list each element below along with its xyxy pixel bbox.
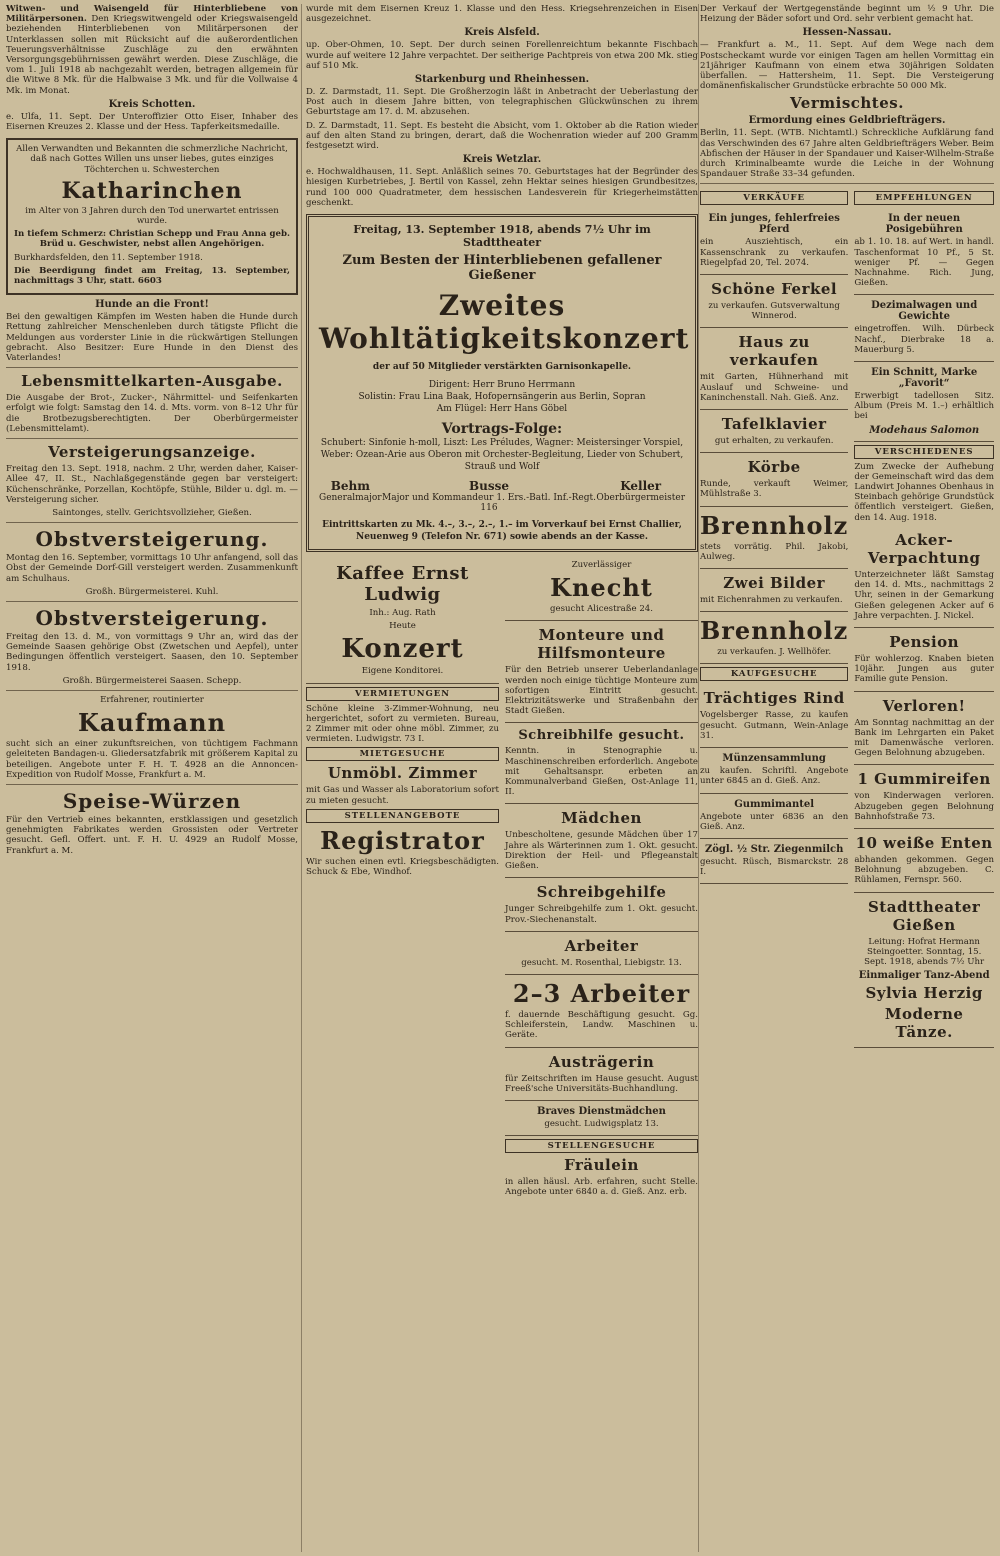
wood-head: Brennholz [700, 510, 849, 540]
lease-text: Unterzeichneter läßt Samstag den 14. d. Mts., nachmittags 2 Uhr, seinen in der Gemarkung Gießen gelegenen Acker auf 6 Jahre verpachten. J. Nickel. [854, 569, 994, 621]
ducks-ad [854, 829, 994, 893]
label-empfehlungen: EMPFEHLUNGEN [854, 191, 994, 205]
death-intro: Allen Verwandten und Bekannten die schmerzliche Nachricht, daß nach Gottes Willen uns unser liebes, gutes einziges Töchterchen u. Schwesterchen [16, 144, 288, 175]
divider [700, 183, 994, 184]
label-mietgesuche: MIETGESUCHE [306, 747, 499, 761]
wood2-text: zu verkaufen. J. Wellhöfer. [717, 647, 832, 658]
heading-auction: Versteigerungsanzeige. [48, 443, 256, 462]
knecht-small: Zuverlässiger [571, 560, 632, 571]
cafe-concert: Konzert [341, 634, 464, 665]
piglets-text: zu verkaufen. Gutsverwaltung Winnerod. [708, 301, 840, 322]
goat-text: gesucht. Rüsch, Bismarckstr. 28 I. [700, 856, 849, 878]
pictures-head: Zwei Bilder [723, 574, 826, 593]
pattern-firm: Modehaus Salomon [869, 424, 980, 436]
pension-ad [854, 628, 994, 692]
right-ads-right [854, 188, 994, 1048]
cow-head: Trächtiges Rind [703, 689, 845, 708]
theater-text: Leitung: Hofrat Hermann Steingoetter. Sonntag, 15. Sept. 1918, abends 7½ Uhr [864, 936, 985, 967]
divider [6, 367, 298, 368]
pattern-text: Erwerbigt tadellosen Sitz. Album (Preis M. 1.–) erhältlich bei [854, 391, 994, 422]
death-age: im Alter von 3 Jahren durch den Tod unerwartet entrissen wurde. [25, 205, 279, 227]
scribe2-text: Junger Schreibgehilfe zum 1. Okt. gesucht. Prov.-Siechenanstalt. [505, 904, 698, 925]
piglets-head: Schöne Ferkel [711, 280, 838, 299]
baskets-text: Runde, verkauft Weimer, Mühlstraße 3. [700, 479, 849, 500]
mid-ads-grid [306, 558, 698, 1200]
horse-text: ein Ausziehtisch, ein Kassenschrank zu verkaufen. Riegelpfad 20, Tel. 2074. [700, 237, 849, 268]
fraeulein-head: Fräulein [564, 1156, 639, 1175]
cafe-name: Kaffee Ernst Ludwig [336, 563, 469, 606]
maid-ad [505, 804, 698, 878]
right-ads-left [700, 188, 848, 1048]
article-misc: Berlin, 11. Sept. (WTB. Nichtamtl.) Schreckliche Aufklärung fand das Verschwinden des 67 Jahre alten Geldbriefträgers Weber. Beim Abfischen der Häuser in der Spandauer und Kaiser-Wilhelm-Straße durch Kriminalbeamte wurde die Leiche in der Wohnung Spandauer Straße 33–34 gefunden. [700, 128, 994, 180]
article-fruit1: Montag den 16. September, vormittags 10 Uhr anfangend, soll das Obst der Gemeinde Dorf-Gill versteigert werden. Zusammenkunft am Schulhaus. [6, 553, 298, 584]
room-head: Unmöbl. Zimmer [327, 764, 478, 783]
baskets-head: Körbe [747, 458, 801, 477]
coins-head: Münzensammlung [722, 753, 826, 765]
house-ad [700, 328, 848, 410]
heading-schotten: Kreis Schotten. [108, 98, 196, 110]
death-place: Burkhardsfelden, den 11. September 1918. [14, 252, 203, 263]
death-burial: Die Beerdigung findet am Freitag, 13. September, nachmittags 3 Uhr, statt. 6603 [14, 265, 290, 287]
article-wetzlar: e. Hochwaldhausen, 11. Sept. Anläßlich seines 70. Geburtstages hat der Begründer des hiesigen Kurbetriebes, J. Bertil von Kassel, zehn Hektar seines hiesigen Grundbesitzes, rund 100 000 Quadratmeter, dem hessischen Landesverein für Kriegerheimstätten geschenkt. [306, 167, 698, 208]
column-rule [301, 4, 302, 1552]
article-top-a: wurde mit dem Eisernen Kreuz 1. Klasse und den Hess. Kriegsehrenzeichen in Eisen ausgezeichnet. [306, 4, 698, 25]
servant-text: gesucht. Ludwigsplatz 13. [544, 1118, 659, 1129]
mechanic-head: Monteure und Hilfsmonteure [537, 626, 666, 663]
workers-text: f. dauernde Beschäftigung gesucht. Gg. Schleiferstein, Landw. Maschinen u. Geräte. [505, 1009, 698, 1041]
scale-head: Dezimalwagen und Gewichte [871, 300, 978, 323]
dance-sub: Moderne Tänze. [884, 1005, 964, 1042]
mechanic-ad [505, 621, 698, 723]
mid-ads-left [306, 558, 499, 1200]
lease-head: Acker-Verpachtung [867, 530, 981, 567]
heading-alsfeld: Kreis Alsfeld. [464, 27, 540, 39]
piano-text: gut erhalten, zu verkaufen. [714, 436, 834, 447]
article-auction: Freitag den 13. Sept. 1918, nachm. 2 Uhr, werden daher, Kaiser-Allee 47, II. St., Nachlaßgegenstände gegen bar versteigert: Küchenschränke, Porzellan, Kochtöpfe, Stühle, Bilder u. dgl. m. — Versteigerung sicher. [6, 464, 298, 505]
cafe-today: Heute [389, 621, 416, 632]
servant-ad [505, 1101, 698, 1136]
merchant-small: Erfahrener, routinierter [100, 694, 204, 705]
lost-head: Verloren! [882, 696, 966, 715]
label-stellenangebote: STELLENANGEBOTE [306, 809, 499, 823]
theater-ad [854, 893, 994, 1049]
room-text: mit Gas und Wasser als Laboratorium sofort zu mieten gesucht. [306, 785, 499, 806]
pattern-head: Ein Schnitt, Marke „Favorit“ [871, 367, 978, 390]
rubber-text: Angebote unter 6836 an den Gieß. Anz. [700, 811, 849, 832]
label-verkaeufe: VERKÄUFE [700, 191, 848, 205]
divider [6, 601, 298, 602]
registrator-text: Wir suchen einen evtl. Kriegsbeschädigten. Schuck & Ebe, Windhof. [306, 856, 499, 878]
concert-title: Zweites Wohltätigkeitskonzert [319, 289, 690, 356]
death-notice [6, 138, 298, 295]
delivery-text: für Zeitschriften im Hause gesucht. August Freeß'sche Universitäts-Buchhandlung. [505, 1073, 698, 1094]
tires-text: von Kinderwagen verloren. Abzugeben gegen Belohnung Bahnhofstraße 73. [854, 791, 994, 822]
heading-fruit2: Obstversteigerung. [35, 605, 269, 630]
fruit1-sign: Großh. Bürgermeisterei. Kuhl. [85, 586, 219, 597]
concert-ad [306, 214, 698, 552]
pension-text: Für wohlerzog. Knaben bieten 10jähr. Jungen aus guter Familie gute Pension. [854, 653, 994, 685]
heading-hessen: Hessen-Nassau. [802, 27, 892, 39]
stamp-text: ab 1. 10. 18. auf Wert. in handl. Taschenformat 10 Pf., 5 St. weniger Pf. — Gegen Nachnahme. Rich. Jung, Gießen. [854, 237, 994, 289]
worker-text: gesucht. M. Rosenthal, Liebigstr. 13. [521, 957, 682, 968]
cow-text: Vogelsberger Rasse, zu kaufen gesucht. Gutmann, Wein-Anlage 31. [700, 710, 849, 741]
mid-ads-right [505, 558, 698, 1200]
scribe-text: Kenntn. in Stenographie u. Maschinenschreiben erforderlich. Angebote mit Gehaltsanspr. erbeten an Kommunalverband Gießen, Ost-Anlage 11, II. [505, 746, 698, 798]
concert-tickets: Eintrittskarten zu Mk. 4.–, 3.–, 2.–, 1.– im Vorverkauf bei Ernst Challier, Neuenweg 9 (Telefon Nr. 671) sowie abends an der Kasse. [322, 520, 682, 543]
fraeulein-text: in allen häusl. Arb. erfahren, sucht Stelle. Angebote unter 6840 a. d. Gieß. Anz. erb. [505, 1177, 698, 1198]
wood-ad [700, 507, 848, 569]
piano-head: Tafelklavier [721, 415, 827, 434]
piglets-ad [700, 275, 848, 328]
right-column [700, 4, 994, 1048]
label-kaufgesuche: KAUFGESUCHE [700, 667, 848, 681]
article-merchant: sucht sich an einer zukunftsreichen, von tüchtigem Fachmann geleiteten Bandagen-u. Gliedersatzfabrik mit größerem Kapital zu beteiligen. Angebote unter F. H. T. 4928 an die Annoncen-Expedition von Rudolf Mosse, Frankfurt a. M. [6, 739, 298, 780]
label-verschiedenes: VERSCHIEDENES [854, 445, 994, 459]
article-schotten: e. Ulfa, 11. Sept. Der Unteroffizier Otto Eiser, Inhaber des Eisernen Kreuzes 2. Klasse und der Hess. Tapferkeitsmedaille. [6, 111, 298, 133]
article-alsfeld: up. Ober-Ohmen, 10. Sept. Der durch seinen Forellenreichtum bekannte Fischbach wurde auf weitere 12 Jahre verpachtet. Der seitherige Pachtpreis von etwa 200 Mk. stieg auf 510 Mk. [306, 40, 698, 71]
maid-head: Mädchen [561, 809, 642, 828]
rent-text: Schöne kleine 3-Zimmer-Wohnung, neu hergerichtet, sofort zu vermieten. Bureau, 2 Zimmer mit oder ohne möbl. Zimmer, zu vermieten. Ludwigstr. 73 I. [306, 703, 499, 745]
dance-head: Einmaliger Tanz-Abend [858, 970, 990, 982]
heading-food: Lebensmittelkarten-Ausgabe. [21, 372, 283, 391]
cow-ad [700, 684, 848, 748]
coins-ad [700, 748, 848, 793]
house-text: mit Garten, Hühnerhand mit Auslauf und Schweine- und Kaninchenstall. Nah. Gieß. Anz. [700, 372, 849, 403]
workers-ad [505, 975, 698, 1048]
scribe2-ad [505, 878, 698, 931]
knecht-text: gesucht Alicestraße 24. [550, 604, 653, 615]
house-head: Haus zu verkaufen [729, 333, 819, 370]
article-widows: Witwen- und Waisengeld für Hinterbliebene von Militärpersonen. Den Kriegswitwengeld oder Kriegswaisengeld beziehenden Hinterbliebenen von Militärpersonen der Unterklassen sollen mit Rücksicht auf die außerordentlichen Teuerungsverhältnisse Zuschläge zu den erwähnten Versorgungsgebührnissen gewährt werden. Diese Zuschläge, die vom 1. Juli 1918 ab nachgezahlt werden, betragen allgemein für die Witwe 8 Mk. für die Halbwaise 3 Mk. und für die Vollwaise 4 Mk. im Monat. [6, 4, 299, 96]
cafe-konditorei: Eigene Konditorei. [361, 666, 444, 677]
maid-text: Unbescholtene, gesunde Mädchen über 17 Jahre als Wärterinnen zum 1. Okt. gesucht. Direktion der Heil- und Pflegeanstalt Gießen. [505, 830, 698, 872]
label-vermietungen: VERMIETUNGEN [306, 687, 499, 701]
heading-merchant: Kaufmann [77, 708, 227, 738]
concert-line2: Zum Besten der Hinterbliebenen gefallener Gießener [342, 253, 662, 284]
lease-ad [854, 526, 994, 628]
pictures-text: mit Eichenrahmen zu verkaufen. [700, 595, 843, 606]
ducks-head: 10 weiße Enten [855, 833, 993, 852]
pension-head: Pension [889, 632, 960, 651]
stamp-ad [854, 208, 994, 295]
divider [6, 784, 298, 785]
delivery-ad [505, 1048, 698, 1101]
notice-text: Zum Zwecke der Aufhebung der Gemeinschaft wird das dem Landwirt Johannes Obenhaus in Steinbach gehörige Grundstück öffentlich versteigert. Gießen, den 14. Aug. 1918. [854, 461, 994, 523]
cafe-ad [306, 558, 499, 684]
article-food: Die Ausgabe der Brot-, Zucker-, Nährmittel- und Seifenkarten erfolgt wie folgt: Samstag den 14. d. Mts. vorm. von 8–12 Uhr für die Brotbezugsberechtigten. Der Oberbürgermeister (Lebensmittelamt). [6, 393, 298, 434]
left-column [6, 4, 298, 859]
theater-head: Stadttheater Gießen [867, 897, 981, 934]
tires-head: 1 Gummireifen [857, 770, 991, 789]
concert-sub: der auf 50 Mitglieder verstärkten Garnisonkapelle. [372, 362, 632, 373]
pattern-ad [854, 362, 994, 442]
label-stellengesuche: STELLENGESUCHE [505, 1139, 698, 1153]
dance-name: Sylvia Herzig [865, 984, 983, 1003]
heading-spice: Speise-Würzen [62, 788, 242, 813]
wood-text: stets vorrätig. Phil. Jakobi, Aulweg. [700, 541, 849, 562]
divider [6, 522, 298, 523]
knecht-head: Knecht [550, 573, 653, 603]
heading-misc: Vermischtes. [790, 94, 904, 113]
concert-piano: Am Flügel: Herr Hans Göbel [436, 404, 568, 415]
column-rule [698, 4, 699, 1552]
worker-ad [505, 932, 698, 975]
scribe2-head: Schreibgehilfe [536, 883, 667, 902]
ducks-text: abhanden gekommen. Gegen Belohnung abzugeben. C. Rühlamen, Fernspr. 560. [854, 854, 994, 886]
article-darmstadt: D. Z. Darmstadt, 11. Sept. Es besteht die Absicht, vom 1. Oktober ab die Ration wieder auf den alten Stand zu bringen, derart, daß die Wochenration wieder auf 200 Gramm festgesetzt wird. [306, 120, 698, 152]
tires-ad [854, 765, 994, 829]
divider [6, 438, 298, 439]
article-dogs: Bei den gewaltigen Kämpfen im Westen haben die Hunde durch Rettung zahlreicher Menschenleben durch tätigste Pflicht die Meldungen aus vorderster Linie in die rückwärtigen Stellungen gebracht. Also Besitzer: Eure Hunde in den Dienst des Vaterlandes! [6, 312, 298, 364]
heading-dogs: Hunde an die Front! [95, 299, 209, 311]
middle-column [306, 4, 698, 1201]
auction-sign: Saintonges, stellv. Gerichtsvollzieher, Gießen. [52, 507, 252, 518]
servant-head: Braves Dienstmädchen [537, 1105, 666, 1117]
wood2-ad [700, 612, 848, 664]
rubber-head: Gummimantel [734, 798, 815, 810]
wood2-head: Brennholz [700, 616, 849, 646]
horse-head: Ein junges, fehlerfreies Pferd [708, 213, 840, 236]
delivery-head: Austrägerin [548, 1052, 655, 1071]
goat-head: Zögl. ½ Str. Ziegenmilch [704, 843, 844, 855]
patron-2: Busse Major und Kommandeur 1. Ers.-Batl. Inf.-Regt. 116 [381, 479, 596, 514]
patron-3: Keller Oberbürgermeister [596, 479, 685, 504]
death-mourners: In tiefem Schmerz: Christian Schepp und Frau Anna geb. Brüd u. Geschwister, nebst allen Angehörigen. [14, 229, 290, 250]
lost-text: Am Sonntag nachmittag an der Bank im Lehrgarten ein Paket mit Damenwäsche verloren. Gegen Belohnung abzugeben. [854, 717, 994, 759]
scale-text: eingetroffen. Wilh. Dürbeck Nachf., Dierbrake 18 a. Mauerburg 5. [854, 324, 994, 355]
death-name: Katharinchen [61, 177, 243, 204]
concert-conductor: Dirigent: Herr Bruno Herrmann [428, 380, 576, 391]
concert-soloist: Solistin: Frau Lina Baak, Hofopernsängerin aus Berlin, Sopran [358, 392, 646, 403]
fruit2-sign: Großh. Bürgermeisterei Saasen. Schepp. [62, 675, 242, 686]
piano-ad [700, 410, 848, 453]
coins-text: zu kaufen. Schriftl. Angebote unter 6845 an d. Gieß. Anz. [700, 766, 849, 787]
knecht-ad [505, 558, 698, 621]
scale-ad [854, 295, 994, 362]
rubber-ad [700, 794, 848, 839]
misc-sub: Ermordung eines Geldbriefträgers. [748, 115, 946, 127]
registrator-head: Registrator [320, 825, 485, 855]
article-top-right: Der Verkauf der Wertgegenstände beginnt um ½ 9 Uhr. Die Heizung der Bäder sofort und Ord. sehr verbient gemacht hat. [700, 4, 994, 25]
concert-program: Schubert: Sinfonie h-moll, Liszt: Les Préludes, Wagner: Meistersinger Vorspiel, Weber: Ozean-Arie aus Oberon mit Orchester-Begleitung, Lieder von Schubert, Strauß und Wolf [320, 438, 684, 473]
heading-fruit1: Obstversteigerung. [35, 527, 269, 552]
horse-ad [700, 208, 848, 275]
lost-ad [854, 692, 994, 766]
mechanic-text: Für den Betrieb unserer Ueberlandanlage werden noch einige tüchtige Monteure zum sofortigen Eintritt gesucht. Elektrizitätswerke und Straßenbahn der Stadt Gießen. [505, 665, 698, 717]
workers-head: 2–3 Arbeiter [512, 978, 691, 1008]
goat-ad [700, 839, 848, 884]
concert-patrons [319, 479, 685, 513]
heading-wetzlar: Kreis Wetzlar. [462, 154, 542, 166]
article-starkenburg: D. Z. Darmstadt, 11. Sept. Die Großherzogin läßt in Anbetracht der Ueberlastung der Post auch in diesem Jahre bitten, von telegraphischen Glückwünschen zu ihrem Geburtstage am 17. d. M. abzusehen. [306, 87, 698, 118]
baskets-ad [700, 453, 848, 506]
scribe-ad [505, 723, 698, 804]
patron-1: Behm Generalmajor [319, 479, 382, 504]
heading-starkenburg: Starkenburg und Rheinhessen. [414, 74, 590, 86]
concert-program-head: Vortrags-Folge: [441, 421, 563, 438]
right-ads-grid [700, 188, 994, 1048]
article-hessen: — Frankfurt a. M., 11. Sept. Auf dem Wege nach dem Postscheckamt wurde vor einigen Tagen am hellen Vormittag ein 21jähriger Kaufmann von einem etwa 30jährigen Soldaten überfallen. — Hattersheim, 11. Sept. Die Versteigerung domänenfiskalischer Grundstücke erbrachte 50 000 Mk. [700, 40, 994, 92]
article-spice: Für den Vertrieb eines bekannten, erstklassigen und gesetzlich genehmigten Fabrikates werden Grossisten oder Vertreter gesucht. Gefl. Offert. unt. F. H. U. 4929 an Rudolf Mosse, Frankfurt a. M. [6, 814, 298, 856]
scribe-head: Schreibhilfe gesucht. [518, 728, 685, 744]
concert-line1: Freitag, 13. September 1918, abends 7½ Uhr im Stadttheater [353, 223, 651, 250]
cafe-owner: Inh.: Aug. Rath [369, 608, 436, 619]
worker-head: Arbeiter [564, 936, 639, 955]
pictures-ad [700, 569, 848, 612]
divider [6, 690, 298, 691]
article-fruit2: Freitag den 13. d. M., von vormittags 9 Uhr an, wird das der Gemeinde Saasen gehörige Obst (Zwetschen und Aepfel), unter Bedingungen öffentlich versteigert. Saasen, den 10. September 1918. [6, 631, 298, 673]
stamp-head: In der neuen Posigebühren [885, 213, 963, 236]
